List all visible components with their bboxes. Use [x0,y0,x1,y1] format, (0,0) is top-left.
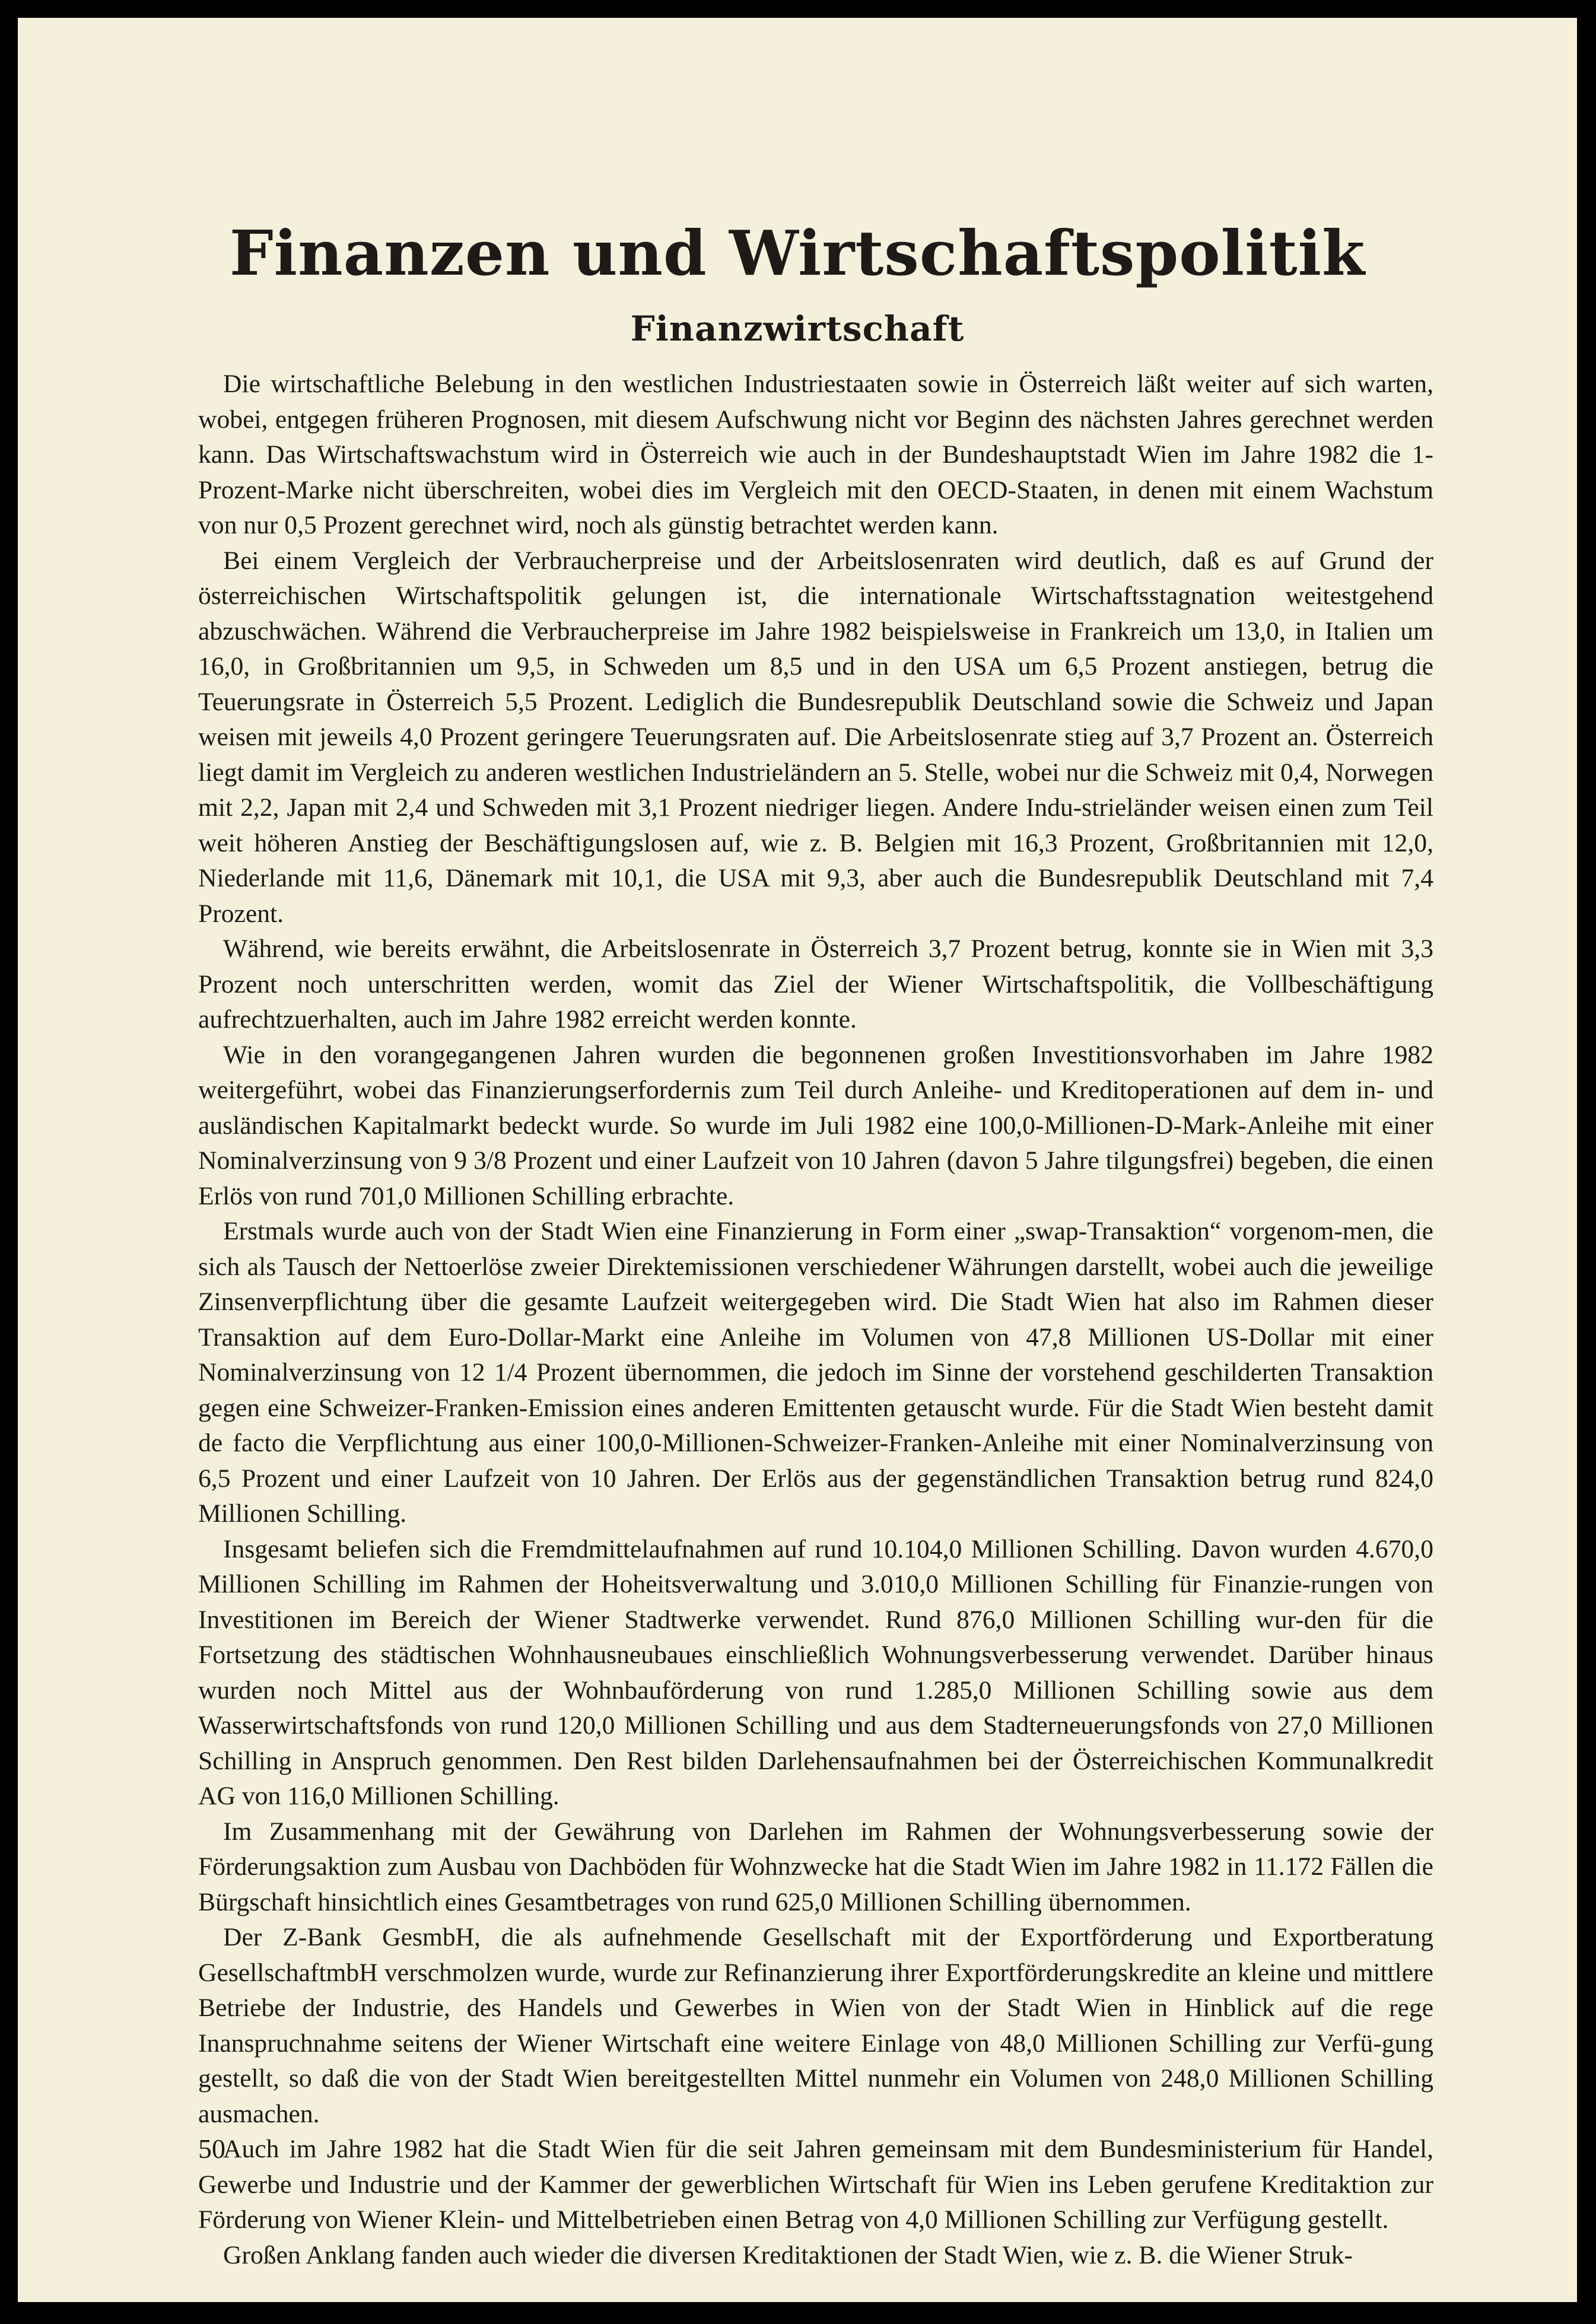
paragraph: Erstmals wurde auch von der Stadt Wien eine Finanzierung in Form einer „swap-Transaktion“ vorgenom-men, die sich als Tausch der Nettoerlöse zweier Direktemissionen verschiedener Währungen darstellt, wobei auch die jeweilige Zinsenverpflichtung über die gesamte Laufzeit weitergegeben wird. Die Stadt Wien hat also im Rahmen dieser Transaktion auf dem Euro-Dollar-Markt eine Anleihe im Volumen von 47,8 Millionen US-Dollar mit einer Nominalverzinsung von 12 1/4 Prozent übernommen, die jedoch im Sinne der vorstehend geschilderten Transaktion gegen eine Schweizer-Franken-Emission eines anderen Emittenten getauscht wurde. Für die Stadt Wien besteht damit de facto die Verpflichtung aus einer 100,0-Millionen-Schweizer-Franken-Anleihe mit einer Nominalverzinsung von 6,5 Prozent und einer Laufzeit von 10 Jahren. Der Erlös aus der gegenständlichen Transaktion betrug rund 824,0 Millionen Schilling. [198,1217,1433,1528]
paragraph: Auch im Jahre 1982 hat die Stadt Wien für die seit Jahren gemeinsam mit dem Bundesministerium für Handel, Gewerbe und Industrie und der Kammer der gewerblichen Wirtschaft für Wien ins Leben gerufene Kreditaktion zur Förderung von Wiener Klein- und Mittelbetrieben einen Betrag von 4,0 Millionen Schilling zur Verfügung gestellt. [198,2135,1433,2234]
paragraph: Während, wie bereits erwähnt, die Arbeitslosenrate in Österreich 3,7 Prozent betrug, konnte sie in Wien mit 3,3 Prozent noch unterschritten werden, womit das Ziel der Wiener Wirtschaftspolitik, die Vollbeschäftigung aufrechtzuerhalten, auch im Jahre 1982 erreicht werden konnte. [198,934,1433,1034]
page-title: Finanzen und Wirtschaftspolitik [229,217,1366,290]
paragraph: Die wirtschaftliche Belebung in den westlichen Industriestaaten sowie in Österreich läßt weiter auf sich warten, wobei, entgegen früheren Prognosen, mit diesem Aufschwung nicht vor Beginn des nächsten Jahres gerechnet werden kann. Das Wirtschaftswachstum wird in Österreich wie auch in der Bundeshauptstadt Wien im Jahre 1982 die 1-Prozent-Marke nicht überschreiten, wobei dies im Vergleich mit den OECD-Staaten, in denen mit einem Wachstum von nur 0,5 Prozent gerechnet wird, noch als günstig betrachtet werden kann. [198,370,1433,539]
paragraph: Der Z-Bank GesmbH, die als aufnehmende Gesellschaft mit der Exportförderung und Exportberatung GesellschaftmbH verschmolzen wurde, wurde zur Refinanzierung ihrer Exportförderungskredite an kleine und mittlere Betriebe der Industrie, des Handels und Gewerbes in Wien von der Stadt Wien in Hinblick auf die rege Inanspruchnahme seitens der Wiener Wirtschaft eine weitere Einlage von 48,0 Millionen Schilling zur Verfü-gung gestellt, so daß die von der Stadt Wien bereitgestellten Mittel nunmehr ein Volumen von 248,0 Millionen Schilling ausmachen. [198,1923,1433,2128]
body-text [198,367,1433,2273]
paragraph: Bei einem Vergleich der Verbraucherpreise und der Arbeitslosenraten wird deutlich, daß es auf Grund der österreichischen Wirtschaftspolitik gelungen ist, die internationale Wirtschaftsstagnation weitestgehend abzuschwächen. Während die Verbraucherpreise im Jahre 1982 beispielsweise in Frankreich um 13,0, in Italien um 16,0, in Großbritannien um 9,5, in Schweden um 8,5 und in den USA um 6,5 Prozent anstiegen, betrug die Teuerungsrate in Österreich 5,5 Prozent. Lediglich die Bundesrepublik Deutschland sowie die Schweiz und Japan weisen mit jeweils 4,0 Prozent geringere Teuerungsraten auf. Die Arbeitslosenrate stieg auf 3,7 Prozent an. Österreich liegt damit im Vergleich zu anderen westlichen Industrieländern an 5. Stelle, wobei nur die Schweiz mit 0,4, Norwegen mit 2,2, Japan mit 2,4 und Schweden mit 3,1 Prozent niedriger liegen. Andere Indu-strieländer weisen einen zum Teil weit höheren Anstieg der Beschäftigungslosen auf, wie z. B. Belgien mit 16,3 Prozent, Großbritannien mit 12,0, Niederlande mit 11,6, Dänemark mit 10,1, die USA mit 9,3, aber auch die Bundesrepublik Deutschland mit 7,4 Prozent. [198,546,1433,928]
paragraph: Großen Anklang fanden auch wieder die diversen Kreditaktionen der Stadt Wien, wie z. B. die Wiener Struk- [223,2240,1353,2269]
paragraph: Im Zusammenhang mit der Gewährung von Darlehen im Rahmen der Wohnungsverbesserung sowie der Förderungsaktion zum Ausbau von Dachböden für Wohnzwecke hat die Stadt Wien im Jahre 1982 in 11.172 Fällen die Bürgschaft hinsichtlich eines Gesamtbetrages von rund 625,0 Millionen Schilling übernommen. [198,1817,1433,1916]
section-heading: Finanzwirtschaft [630,309,965,349]
page-number: 50 [198,2134,225,2164]
paragraph: Insgesamt beliefen sich die Fremdmittelaufnahmen auf rund 10.104,0 Millionen Schilling. Davon wurden 4.670,0 Millionen Schilling im Rahmen der Hoheitsverwaltung und 3.010,0 Millionen Schilling für Finanzie-rungen von Investitionen im Bereich der Wiener Stadtwerke verwendet. Rund 876,0 Millionen Schilling wur-den für die Fortsetzung des städtischen Wohnhausneubaues einschließlich Wohnungsverbesserung verwendet. Darüber hinaus wurden noch Mittel aus der Wohnbauförderung von rund 1.285,0 Millionen Schilling sowie aus dem Wasserwirtschaftsfonds von rund 120,0 Millionen Schilling und aus dem Stadterneuerungsfonds von 27,0 Millionen Schilling in Anspruch genommen. Den Rest bilden Darlehensaufnahmen bei der Österreichischen Kommunalkredit AG von 116,0 Millionen Schilling. [198,1534,1433,1810]
document-page [18,18,1577,2302]
paragraph: Wie in den vorangegangenen Jahren wurden die begonnenen großen Investitionsvorhaben im Jahre 1982 weitergeführt, wobei das Finanzierungserfordernis zum Teil durch Anleihe- und Kreditoperationen auf dem in- und ausländischen Kapitalmarkt bedeckt wurde. So wurde im Juli 1982 eine 100,0-Millionen-D-Mark-Anleihe mit einer Nominalverzinsung von 9 3/8 Prozent und einer Laufzeit von 10 Jahren (davon 5 Jahre tilgungsfrei) begeben, die einen Erlös von rund 701,0 Millionen Schilling erbrachte. [198,1040,1433,1210]
